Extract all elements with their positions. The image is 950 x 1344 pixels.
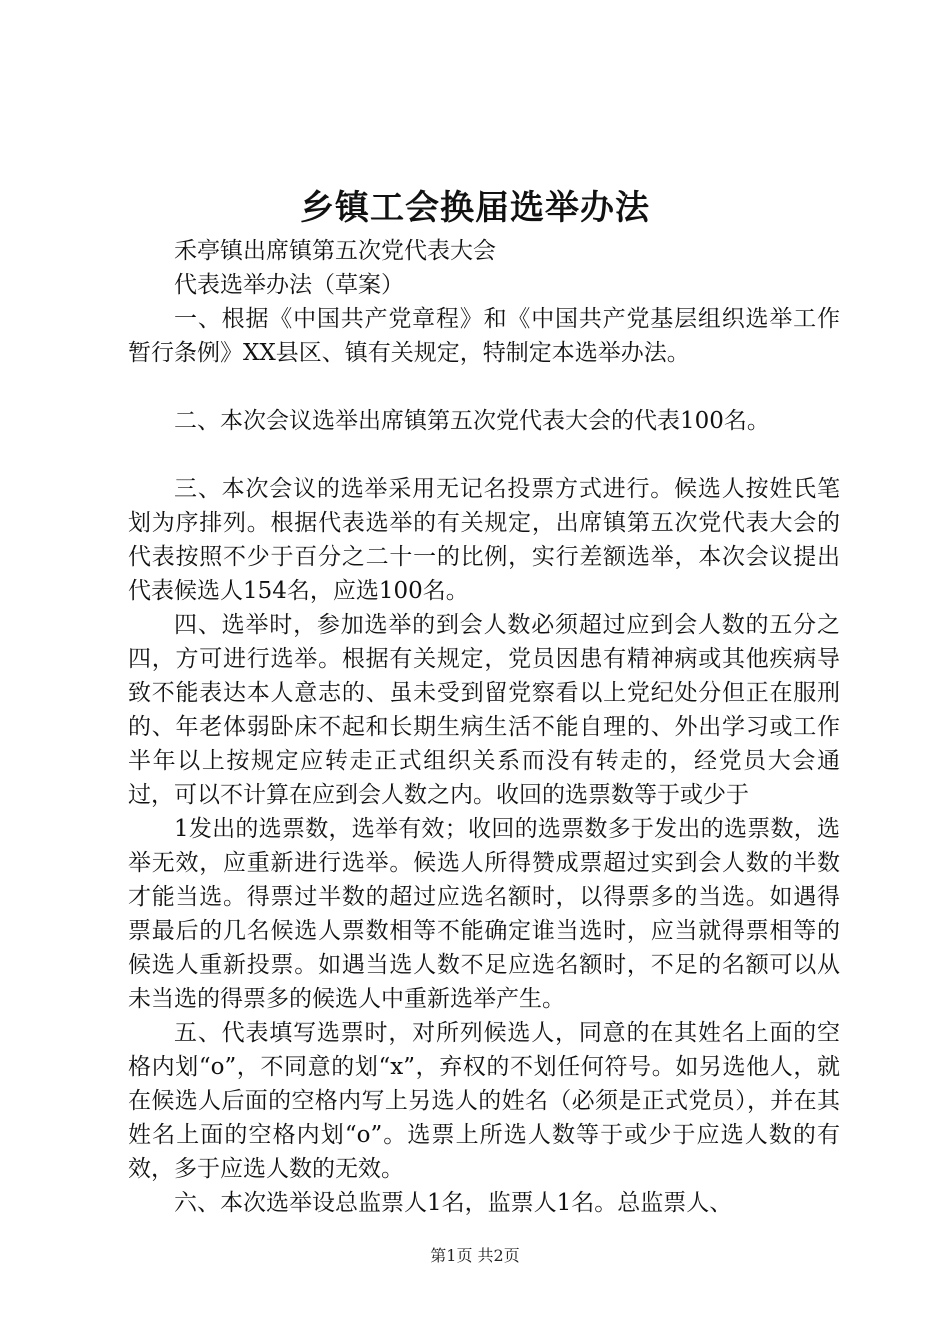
paragraph-spacer: [128, 370, 840, 404]
paragraph-article-5: 五、代表填写选票时，对所列候选人，同意的在其姓名上面的空格内划“o”，不同意的划“x”，弃权的不划任何符号。如另选他人，就在候选人后面的空格内写上另选人的姓名（必须是正式党员），并在其姓名上面的空格内划“o”。选票上所选人数等于或少于应选人数的有效，多于应选人数的无效。: [128, 1020, 840, 1182]
document-title: 乡镇工会换届选举办法: [300, 188, 650, 228]
paragraph-article-4: 四、选举时，参加选举的到会人数必须超过应到会人数的五分之四，方可进行选举。根据有关规定，党员因患有精神病或其他疾病导致不能表达本人意志的、虽未受到留党察看以上党纪处分但正在服刑的、年老体弱卧床不起和长期生病生活不能自理的、外出学习或工作半年以上按规定应转走正式组织关系而没有转走的，经党员大会通过，可以不计算在应到会人数之内。收回的选票数等于或少于: [128, 612, 840, 808]
paragraph-spacer: [128, 438, 840, 472]
document-body: [128, 234, 840, 1220]
paragraph-article-2: 二、本次会议选举出席镇第五次党代表大会的代表100名。: [174, 408, 770, 434]
paragraph-article-6: 六、本次选举设总监票人1名，监票人1名。总监票人、: [174, 1190, 733, 1216]
paragraph-article-4-continued: 1发出的选票数，选举有效；收回的选票数多于发出的选票数，选举无效，应重新进行选举。候选人所得赞成票超过实到会人数的半数才能当选。得票过半数的超过应选名额时，以得票多的当选。如遇得票最后的几名候选人票数相等不能确定谁当选时，应当就得票相等的候选人重新投票。如遇当选人数不足应选名额时，不足的名额可以从未当选的得票多的候选人中重新选举产生。: [128, 816, 840, 1012]
paragraph-article-1: 一、根据《中国共产党章程》和《中国共产党基层组织选举工作暂行条例》XX县区、镇有关规定，特制定本选举办法。: [128, 306, 840, 366]
page-number-footer: 第1页 共2页: [430, 1246, 520, 1265]
paragraph-subtitle-1: 禾亭镇出席镇第五次党代表大会: [174, 238, 496, 264]
paragraph-article-3: 三、本次会议的选举采用无记名投票方式进行。候选人按姓氏笔划为序排列。根据代表选举的有关规定，出席镇第五次党代表大会的代表按照不少于百分之二十一的比例，实行差额选举，本次会议提出代表候选人154名，应选100名。: [128, 476, 840, 604]
paragraph-subtitle-2: 代表选举办法（草案）: [174, 272, 404, 298]
